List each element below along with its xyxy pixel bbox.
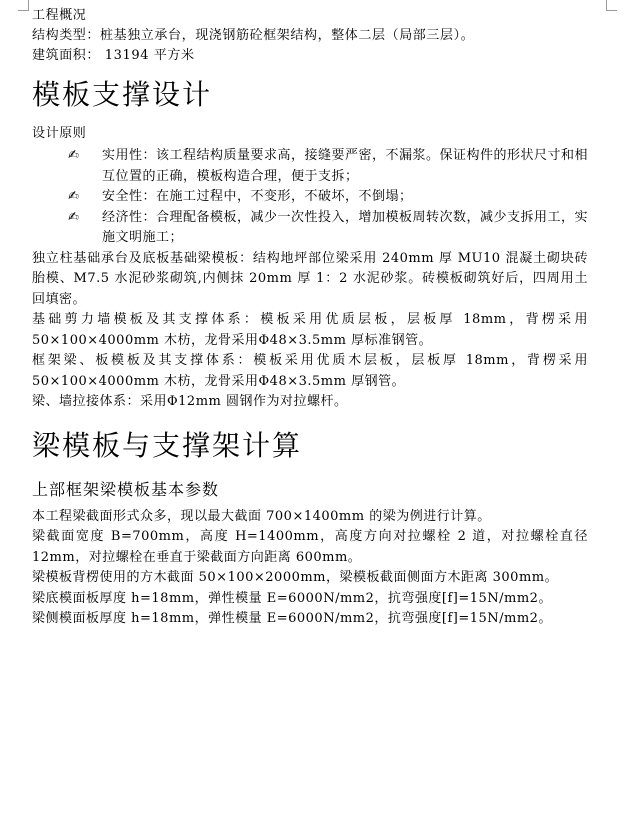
paragraph-tie-system: 梁、墙拉接体系：采用Φ12mm 圆钢作为对拉螺杆。 <box>32 394 348 409</box>
paragraph-side-panel: 梁侧模面板厚度 h=18mm，弹性模量 E=6000N/mm2，抗弯强度[f]=15N/mm2。 <box>32 611 552 626</box>
list-item <box>68 208 588 249</box>
document-body <box>32 6 588 630</box>
list-item <box>68 187 588 208</box>
writing-hand-icon: ✍ <box>68 148 80 163</box>
page-corner-top-left <box>18 0 29 11</box>
section-title-formwork-design: 模板支撑设计 <box>32 78 213 111</box>
bullet-text: 安全性：在施工过程中，不变形，不破坏，不倒塌； <box>102 189 413 204</box>
design-principles-list <box>32 146 588 249</box>
subsection-title-beam-parameters: 上部框架梁模板基本参数 <box>32 479 220 499</box>
writing-hand-icon: ✍ <box>68 209 80 225</box>
list-item <box>68 146 588 187</box>
paragraph-beam-dimensions: 梁截面宽度 B=700mm，高度 H=1400mm，高度方向对拉螺栓 2 道，对拉螺栓直径 12mm，对拉螺栓在垂直于梁截面方向距离 600mm。 <box>32 529 588 565</box>
structure-type-line: 结构类型：桩基独立承台，现浇钢筋砼框架结构，整体二层（局部三层）。 <box>32 28 475 43</box>
paragraph-bottom-panel: 梁底模面板厚度 h=18mm，弹性模量 E=6000N/mm2，抗弯强度[f]=15N/mm2。 <box>32 590 552 606</box>
paragraph-beam-example: 本工程梁截面形式众多，现以最大截面 700×1400mm 的梁为例进行计算。 <box>32 508 491 524</box>
bullet-text: 经济性：合理配备模板，减少一次性投入，增加模板周转次数，减少支拆用工，实施文明施工； <box>102 209 589 245</box>
writing-hand-icon: ✍ <box>68 189 80 204</box>
building-area-line: 建筑面积： 13194 平方米 <box>32 48 195 63</box>
bullet-text: 实用性：该工程结构质量要求高，接缝要严密，不漏浆。保证构件的形状尺寸和相互位置的正确，模板构造合理，便于支拆； <box>102 148 589 184</box>
paragraph-shear-wall-formwork: 基础剪力墙模板及其支撑体系：模板采用优质层板，层板厚 18mm，背楞采用 50×100×4000mm 木枋，龙骨采用Φ48×3.5mm 厚标准钢管。 <box>32 312 588 348</box>
design-principles-heading: 设计原则 <box>32 126 87 141</box>
paragraph-frame-beam-formwork: 框架梁、板模板及其支撑体系：模板采用优质木层板，层板厚 18mm，背楞采用 50×100×4000mm 木枋，龙骨采用Φ48×3.5mm 厚钢管。 <box>32 353 588 389</box>
overview-heading: 工程概况 <box>32 8 87 23</box>
section-title-beam-calculation: 梁模板与支撑架计算 <box>32 428 303 462</box>
paragraph-beam-backing: 梁模板背楞使用的方木截面 50×100×2000mm，梁模板截面侧面方木距离 300mm。 <box>32 570 559 585</box>
page-corner-top-right <box>606 0 617 11</box>
paragraph-foundation-formwork: 独立柱基础承台及底板基础梁模板：结构地坪部位梁采用 240mm 厚 MU10 混凝土砌块砖胎模、M7.5 水泥砂浆砌筑,内侧抹 20mm 厚 1：2 水泥砂浆。砖模板砌筑好后，四周用土回填密。 <box>32 250 588 307</box>
